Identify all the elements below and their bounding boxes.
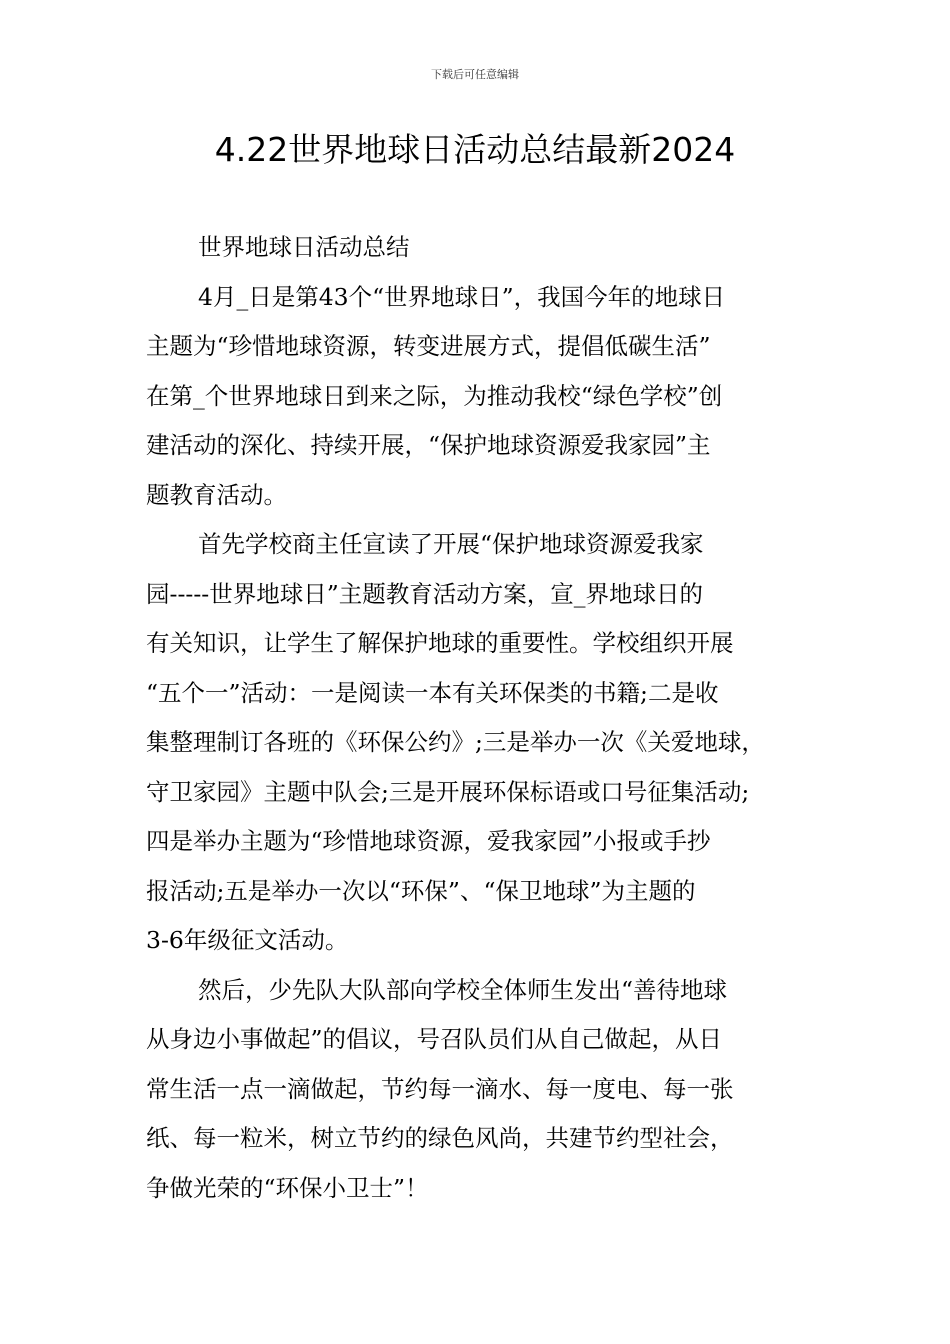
paragraph-line: 有关知识，让学生了解保护地球的重要性。学校组织开展 bbox=[146, 629, 734, 657]
paragraph-line: 集整理制订各班的《环保公约》;三是举办一次《关爱地球， bbox=[146, 728, 765, 756]
paragraph-1 bbox=[146, 273, 810, 521]
paragraph-2 bbox=[146, 520, 810, 966]
paragraph-line: 主题为“珍惜地球资源，转变进展方式，提倡低碳生活” bbox=[146, 332, 711, 360]
paragraph-line: 建活动的深化、持续开展，“保护地球资源爱我家园”主 bbox=[146, 431, 711, 459]
paragraph-line: 四是举办主题为“珍惜地球资源，爱我家园”小报或手抄 bbox=[146, 827, 711, 855]
paragraph-3 bbox=[146, 966, 810, 1214]
paragraph-line: 守卫家园》主题中队会;三是开展环保标语或口号征集活动; bbox=[146, 777, 750, 806]
paragraph-line: 纸、每一粒米，树立节约的绿色风尚，共建节约型社会， bbox=[146, 1124, 734, 1152]
document-body bbox=[146, 223, 810, 1213]
paragraph-line: 园-----世界地球日”主题教育活动方案，宣_界地球日的 bbox=[146, 579, 703, 608]
paragraph-line: 题教育活动。 bbox=[146, 480, 287, 509]
paragraph-line: 3-6年级征文活动。 bbox=[146, 926, 349, 954]
paragraph-line: 常生活一点一滴做起，节约每一滴水、每一度电、每一张 bbox=[146, 1074, 734, 1103]
section-subtitle: 世界地球日活动总结 bbox=[198, 233, 410, 261]
document-title: 4.22世界地球日活动总结最新2024 bbox=[214, 130, 736, 169]
paragraph-line: 在第_个世界地球日到来之际，为推动我校“绿色学校”创 bbox=[146, 381, 723, 410]
paragraph-line: 然后，少先队大队部向学校全体师生发出“善待地球 bbox=[198, 975, 728, 1004]
paragraph-line: 首先学校商主任宣读了开展“保护地球资源爱我家 bbox=[198, 530, 704, 558]
paragraph-line: 从身边小事做起”的倡议，号召队员们从自己做起，从日 bbox=[146, 1025, 723, 1053]
paragraph-line: 4月_日是第43个“世界地球日”，我国今年的地球日 bbox=[198, 282, 726, 311]
paragraph-line: 报活动;五是举办一次以“环保”、“保卫地球”为主题的 bbox=[146, 876, 696, 905]
paragraph-line: 争做光荣的“环保小卫士”！ bbox=[146, 1173, 429, 1202]
paragraph-line: “五个一”活动：一是阅读一本有关环保类的书籍;二是收 bbox=[146, 678, 719, 707]
page-header: 下载后可任意编辑 bbox=[431, 68, 519, 81]
